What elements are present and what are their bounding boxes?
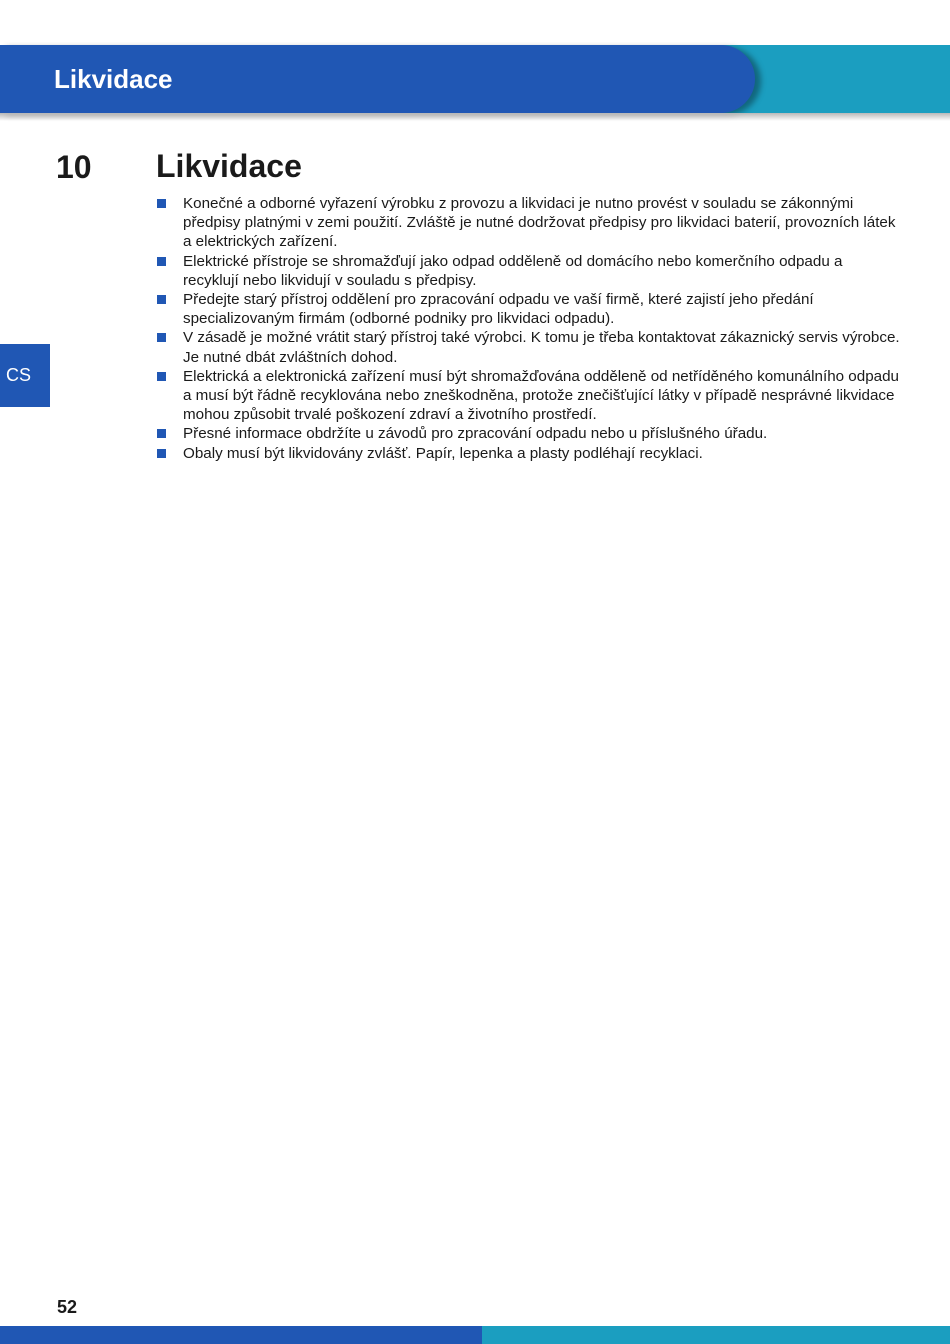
square-bullet-icon	[157, 333, 166, 342]
footer-bar-teal	[482, 1326, 950, 1344]
bullet-text: V zásadě je možné vrátit starý přístroj také výrobci. K tomu je třeba kontaktovat zákaznický servis výrobce. Je nutné dbát zvláštních dohod.	[183, 329, 900, 366]
list-item	[156, 252, 901, 290]
square-bullet-icon	[157, 372, 166, 381]
square-bullet-icon	[157, 449, 166, 458]
bullet-text: Obaly musí být likvidovány zvlášť. Papír, lepenka a plasty podléhají recyklaci.	[183, 444, 703, 462]
square-bullet-icon	[157, 295, 166, 304]
list-item	[156, 328, 901, 366]
section-title: Likvidace	[156, 148, 302, 184]
section-number: 10	[56, 149, 92, 185]
bullet-text: Elektrické přístroje se shromažďují jako odpad odděleně od domácího nebo komerčního odpadu a recyklují nebo likvidují v souladu s předpisy.	[183, 252, 843, 289]
list-item	[156, 424, 901, 443]
list-item	[156, 444, 901, 463]
list-item	[156, 290, 901, 328]
bullet-text: Přesné informace obdržíte u závodů pro zpracování odpadu nebo u příslušného úřadu.	[183, 425, 768, 443]
bullet-text: Konečné a odborné vyřazení výrobku z provozu a likvidaci je nutno provést v souladu se zákonnými předpisy platnými v zemi použití. Zvláště je nutné dodržovat předpisy pro likvidaci baterií, provozních látek a elektrických zařízení.	[183, 195, 896, 251]
list-item	[156, 367, 901, 425]
page-number: 52	[57, 1297, 78, 1317]
footer-bar-blue	[0, 1326, 482, 1344]
bullet-text: Elektrická a elektronická zařízení musí být shromažďována odděleně od netříděného komunálního odpadu a musí být řádně recyklována nebo zneškodněna, protože znečišťující látky v případě nesprávné likvidace mohou způsobit trvalé poškození zdraví a životního prostředí.	[183, 367, 899, 424]
header-shadow	[0, 113, 950, 121]
square-bullet-icon	[157, 429, 166, 438]
bullet-text: Předejte starý přístroj oddělení pro zpracování odpadu ve vaší firmě, které zajistí jeho předání specializovaným firmám (odborné podniky pro likvidaci odpadu).	[183, 291, 814, 328]
square-bullet-icon	[157, 257, 166, 266]
square-bullet-icon	[157, 199, 166, 208]
list-item	[156, 194, 901, 252]
language-tab: CS	[0, 344, 50, 407]
header-title: Likvidace	[54, 64, 173, 94]
disposal-bullet-list	[156, 194, 901, 463]
